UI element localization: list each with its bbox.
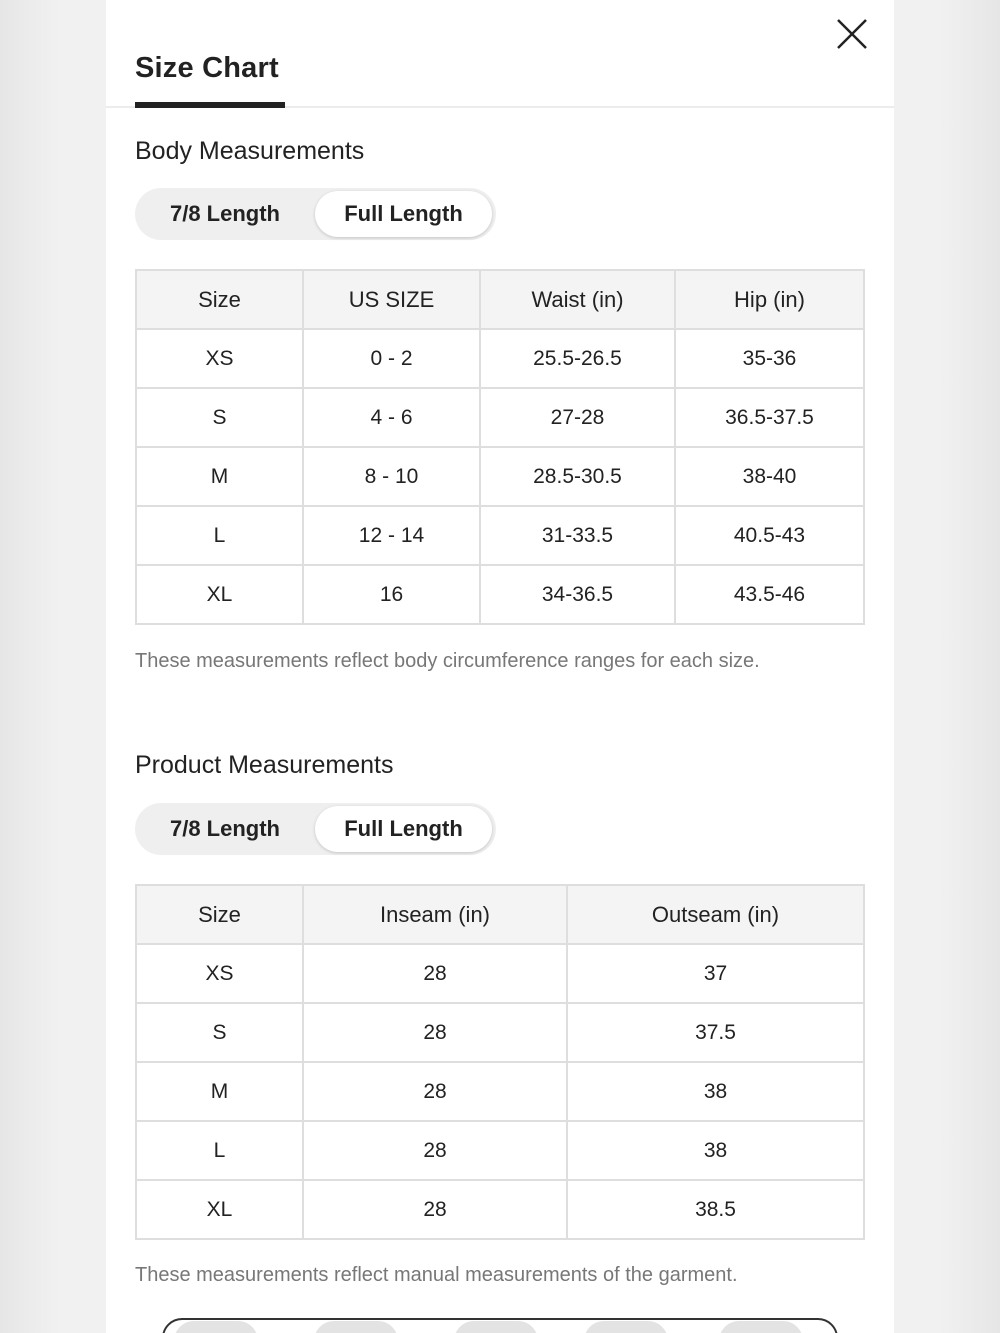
table-cell: XL <box>136 565 303 624</box>
table-cell: 37.5 <box>567 1003 864 1062</box>
table-cell: 8 - 10 <box>303 447 480 506</box>
body-measurements-table <box>135 269 865 625</box>
modal-title: Size Chart <box>135 52 279 84</box>
product-measurements-title: Product Measurements <box>135 751 394 779</box>
table-cell: 28 <box>303 1003 567 1062</box>
table-row <box>136 1062 864 1121</box>
table-row <box>136 447 864 506</box>
table-row <box>136 565 864 624</box>
table-cell: M <box>136 1062 303 1121</box>
table-cell: 27-28 <box>480 388 675 447</box>
table-cell: 37 <box>567 944 864 1003</box>
table-cell: S <box>136 1003 303 1062</box>
table-header-row <box>136 270 864 329</box>
column-header: Size <box>136 270 303 329</box>
table-cell: 40.5-43 <box>675 506 864 565</box>
table-cell: 36.5-37.5 <box>675 388 864 447</box>
table-cell: 28 <box>303 1062 567 1121</box>
product-toggle-full-length[interactable]: Full Length <box>315 806 492 852</box>
table-cell: S <box>136 388 303 447</box>
table-row <box>136 329 864 388</box>
table-row <box>136 1180 864 1239</box>
body-measurements-title: Body Measurements <box>135 137 365 165</box>
table-cell: 28 <box>303 944 567 1003</box>
toolbar-item[interactable] <box>454 1321 538 1333</box>
column-header: Outseam (in) <box>567 885 864 944</box>
table-cell: 43.5-46 <box>675 565 864 624</box>
table-cell: L <box>136 506 303 565</box>
table-row <box>136 1003 864 1062</box>
table-cell: 34-36.5 <box>480 565 675 624</box>
column-header: Inseam (in) <box>303 885 567 944</box>
table-cell: XS <box>136 944 303 1003</box>
modal-header <box>106 0 894 108</box>
body-toggle-7-8-length[interactable]: 7/8 Length <box>169 201 280 226</box>
product-measurements-note: These measurements reflect manual measurements of the garment. <box>135 1264 738 1286</box>
bottom-toolbar[interactable] <box>162 1318 838 1333</box>
active-tab-indicator <box>135 102 285 108</box>
table-cell: 0 - 2 <box>303 329 480 388</box>
table-cell: 38 <box>567 1121 864 1180</box>
table-row <box>136 506 864 565</box>
table-cell: M <box>136 447 303 506</box>
product-measurements-table <box>135 884 865 1240</box>
column-header: Hip (in) <box>675 270 864 329</box>
table-cell: 4 - 6 <box>303 388 480 447</box>
product-length-toggle[interactable] <box>135 803 496 855</box>
toolbar-item[interactable] <box>174 1321 258 1333</box>
table-header-row <box>136 885 864 944</box>
column-header: Size <box>136 885 303 944</box>
table-cell: XS <box>136 329 303 388</box>
product-toggle-7-8-length[interactable]: 7/8 Length <box>169 816 280 841</box>
table-row <box>136 388 864 447</box>
body-toggle-full-length[interactable]: Full Length <box>315 191 492 237</box>
table-row <box>136 1121 864 1180</box>
table-cell: 31-33.5 <box>480 506 675 565</box>
column-header: Waist (in) <box>480 270 675 329</box>
table-cell: 28 <box>303 1121 567 1180</box>
table-cell: 28 <box>303 1180 567 1239</box>
table-cell: 38-40 <box>675 447 864 506</box>
table-cell: 38 <box>567 1062 864 1121</box>
table-cell: 28.5-30.5 <box>480 447 675 506</box>
close-icon <box>834 16 870 52</box>
table-cell: 12 - 14 <box>303 506 480 565</box>
table-cell: XL <box>136 1180 303 1239</box>
body-measurements-note: These measurements reflect body circumference ranges for each size. <box>135 650 760 672</box>
table-row <box>136 944 864 1003</box>
column-header: US SIZE <box>303 270 480 329</box>
table-cell: 35-36 <box>675 329 864 388</box>
table-cell: 38.5 <box>567 1180 864 1239</box>
table-cell: 25.5-26.5 <box>480 329 675 388</box>
size-chart-modal <box>106 0 894 1333</box>
toolbar-item[interactable] <box>719 1321 803 1333</box>
toolbar-item[interactable] <box>314 1321 398 1333</box>
table-cell: L <box>136 1121 303 1180</box>
body-length-toggle[interactable] <box>135 188 496 240</box>
table-cell: 16 <box>303 565 480 624</box>
close-button[interactable] <box>834 16 870 52</box>
toolbar-item[interactable] <box>584 1321 668 1333</box>
